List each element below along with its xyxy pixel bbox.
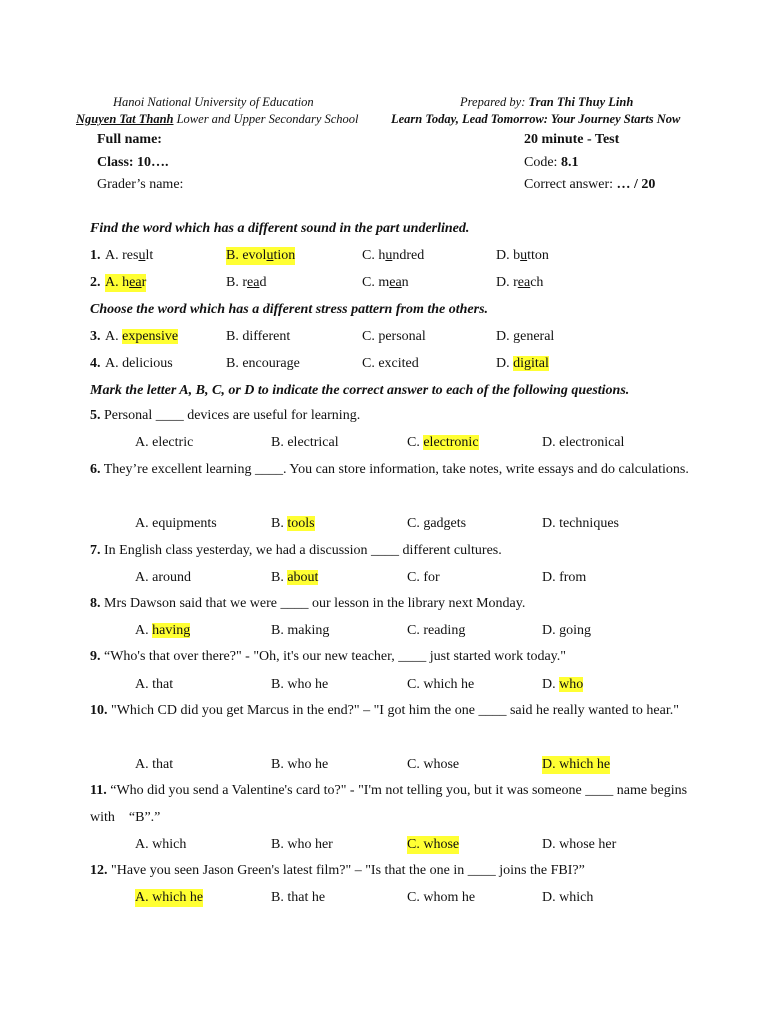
q1-a-pre: A. res [105,248,139,263]
q2-d-pre: D. r [496,275,518,290]
school-name-bold: Nguyen Tat Thanh [76,112,174,126]
q2-b-pre: B. r [226,275,247,290]
q10-option-b: B. who he [271,757,329,772]
code-label: Code: [524,155,561,170]
q8-text: Mrs Dawson said that we were ____ our lesson in the library next Monday. [100,596,526,611]
q1-a-underline: u [138,248,146,263]
q11-option-b: B. who her [271,837,333,852]
q4-number: 4. [90,356,101,371]
q8-a-letter: A. [135,623,153,638]
q6-option-b [271,515,315,533]
q9-option-d [542,676,583,694]
full-name-field: Full name: [97,132,162,147]
q6-stem [90,456,700,483]
q11-text: “Who did you send a Valentine's card to?" - "I'm not telling you, but it was someone ____ name begins with “B”.” [90,783,688,825]
q3-option-a [105,328,178,346]
q11-number: 11. [90,783,107,798]
q2-a-underline: ea [129,275,142,290]
q3-a-letter: A. [105,329,123,344]
q12-option-b: B. that he [271,890,326,905]
q8-number: 8. [90,596,101,611]
q11-stem [90,777,700,831]
q2-b-underline: ea [247,275,260,290]
correct-label: Correct answer: [524,177,617,192]
q1-b-pre: B. evol [226,248,267,263]
q1-b-underline: u [266,248,274,263]
q2-option-a [105,274,146,292]
q1-option-a [105,247,153,265]
q5-stem [90,402,700,429]
q9-d-letter: D. [542,677,560,692]
q3-number: 3. [90,329,101,344]
q2-b-post: d [259,275,267,290]
q4-d-answer: digital [513,356,549,371]
q9-option-a: A. that [135,677,174,692]
q2-d-underline: ea [517,275,531,290]
prepared-by [460,94,633,110]
q5-text: Personal ____ devices are useful for learning. [100,408,361,423]
q11-option-a: A. which [135,837,187,852]
school-name [76,111,359,127]
q8-option-b: B. making [271,623,330,638]
q2-option-b [226,274,266,292]
q9-option-c: C. which he [407,677,475,692]
q1-c-post: ndred [392,248,425,263]
q5-option-c [407,434,479,452]
q10-option-d: D. which he [542,757,611,772]
q2-c-post: n [401,275,409,290]
university-name: Hanoi National University of Education [113,95,314,109]
q6-b-letter: B. [271,516,288,531]
q1-option-c [362,247,424,265]
q6-text: They’re excellent learning ____. You can store information, take notes, write essays and do calculations. [100,462,689,477]
q5-option-a: A. electric [135,435,194,450]
q5-c-answer: electronic [423,435,479,450]
q7-number: 7. [90,543,101,558]
q3-option-d: D. general [496,329,555,344]
q5-c-letter: C. [407,435,424,450]
correct-answer-field [524,176,655,194]
q8-option-d: D. going [542,623,591,638]
q9-d-answer: who [559,677,584,692]
q4-option-b: B. encourage [226,356,300,371]
q11-option-c: C. whose [407,837,460,852]
q8-option-c: C. reading [407,623,466,638]
q8-option-a [135,622,190,640]
q6-number: 6. [90,462,101,477]
q7-b-letter: B. [271,570,288,585]
q5-option-b: B. electrical [271,435,339,450]
q1-c-pre: C. h [362,248,386,263]
q6-option-c: C. gadgets [407,516,467,531]
prepared-label: Prepared by: [460,95,529,109]
q4-option-d [496,355,549,373]
q10-option-a: A. that [135,757,174,772]
section-1-instruction: Find the word which has a different sound in the part underlined. [90,221,470,236]
school-motto: Learn Today, Lead Tomorrow: Your Journey Starts Now [391,112,681,126]
q9-option-b: B. who he [271,677,329,692]
q1-option-b [226,247,295,265]
class-field: Class: 10…. [97,155,169,170]
author-name: Tran Thi Thuy Linh [528,95,634,109]
q7-option-a: A. around [135,570,191,585]
q3-option-b: B. different [226,329,291,344]
q10-option-c: C. whose [407,757,460,772]
q6-b-answer: tools [287,516,315,531]
q5-number: 5. [90,408,101,423]
q2-option-d [496,274,543,292]
q7-option-c: C. for [407,570,440,585]
q1-option-d [496,247,549,265]
q7-text: In English class yesterday, we had a discussion ____ different cultures. [100,543,502,558]
correct-value: … / 20 [616,177,656,192]
test-title: 20 minute - Test [524,132,620,147]
grader-field: Grader’s name: [97,177,184,192]
q2-number: 2. [90,275,101,290]
q10-text: "Which CD did you get Marcus in the end?" – "I got him the one ____ said he really wanted to hear." [107,703,679,718]
q5-option-d: D. electronical [542,435,625,450]
q1-d-pre: D. b [496,248,521,263]
section-3-instruction: Mark the letter A, B, C, or D to indicate the correct answer to each of the following questions. [90,383,630,398]
q12-option-a: A. which he [135,890,204,905]
school-name-rest: Lower and Upper Secondary School [173,112,359,126]
q2-option-c [362,274,409,292]
q3-option-c: C. personal [362,329,426,344]
q1-a-post: lt [145,248,154,263]
q7-b-answer: about [287,570,319,585]
q2-a-post: r [141,275,147,290]
q2-d-post: ch [530,275,544,290]
q9-text: “Who's that over there?" - "Oh, it's our new teacher, ____ just started work today." [100,649,566,664]
q3-a-answer: expensive [122,329,179,344]
section-2-instruction: Choose the word which has a different stress pattern from the others. [90,302,489,317]
q1-c-underline: u [385,248,393,263]
test-code [524,154,578,172]
q2-c-pre: C. m [362,275,390,290]
q10-number: 10. [90,703,108,718]
q6-option-a: A. equipments [135,516,217,531]
q2-c-underline: ea [389,275,402,290]
code-value: 8.1 [560,155,579,170]
q6-option-d: D. techniques [542,516,619,531]
q12-option-d: D. which [542,890,594,905]
q1-number: 1. [90,248,101,263]
q4-d-letter: D. [496,356,514,371]
q11-option-d: D. whose her [542,837,617,852]
q7-option-d: D. from [542,570,587,585]
q8-a-answer: having [152,623,191,638]
q12-option-c: C. whom he [407,890,476,905]
q8-stem [90,590,700,617]
q1-d-post: tton [527,248,549,263]
q2-a-pre: A. h [105,275,130,290]
q12-number: 12. [90,863,108,878]
q7-option-b [271,569,318,587]
q10-stem [90,697,700,724]
q9-number: 9. [90,649,101,664]
q4-option-a: A. delicious [105,356,173,371]
q1-d-underline: u [520,248,528,263]
q9-stem [90,643,700,670]
q4-option-c: C. excited [362,356,419,371]
q1-b-post: tion [273,248,296,263]
q12-text: "Have you seen Jason Green's latest film?" – "Is that the one in ____ joins the FBI?” [107,863,585,878]
q7-stem [90,537,700,564]
q12-stem [90,857,700,884]
